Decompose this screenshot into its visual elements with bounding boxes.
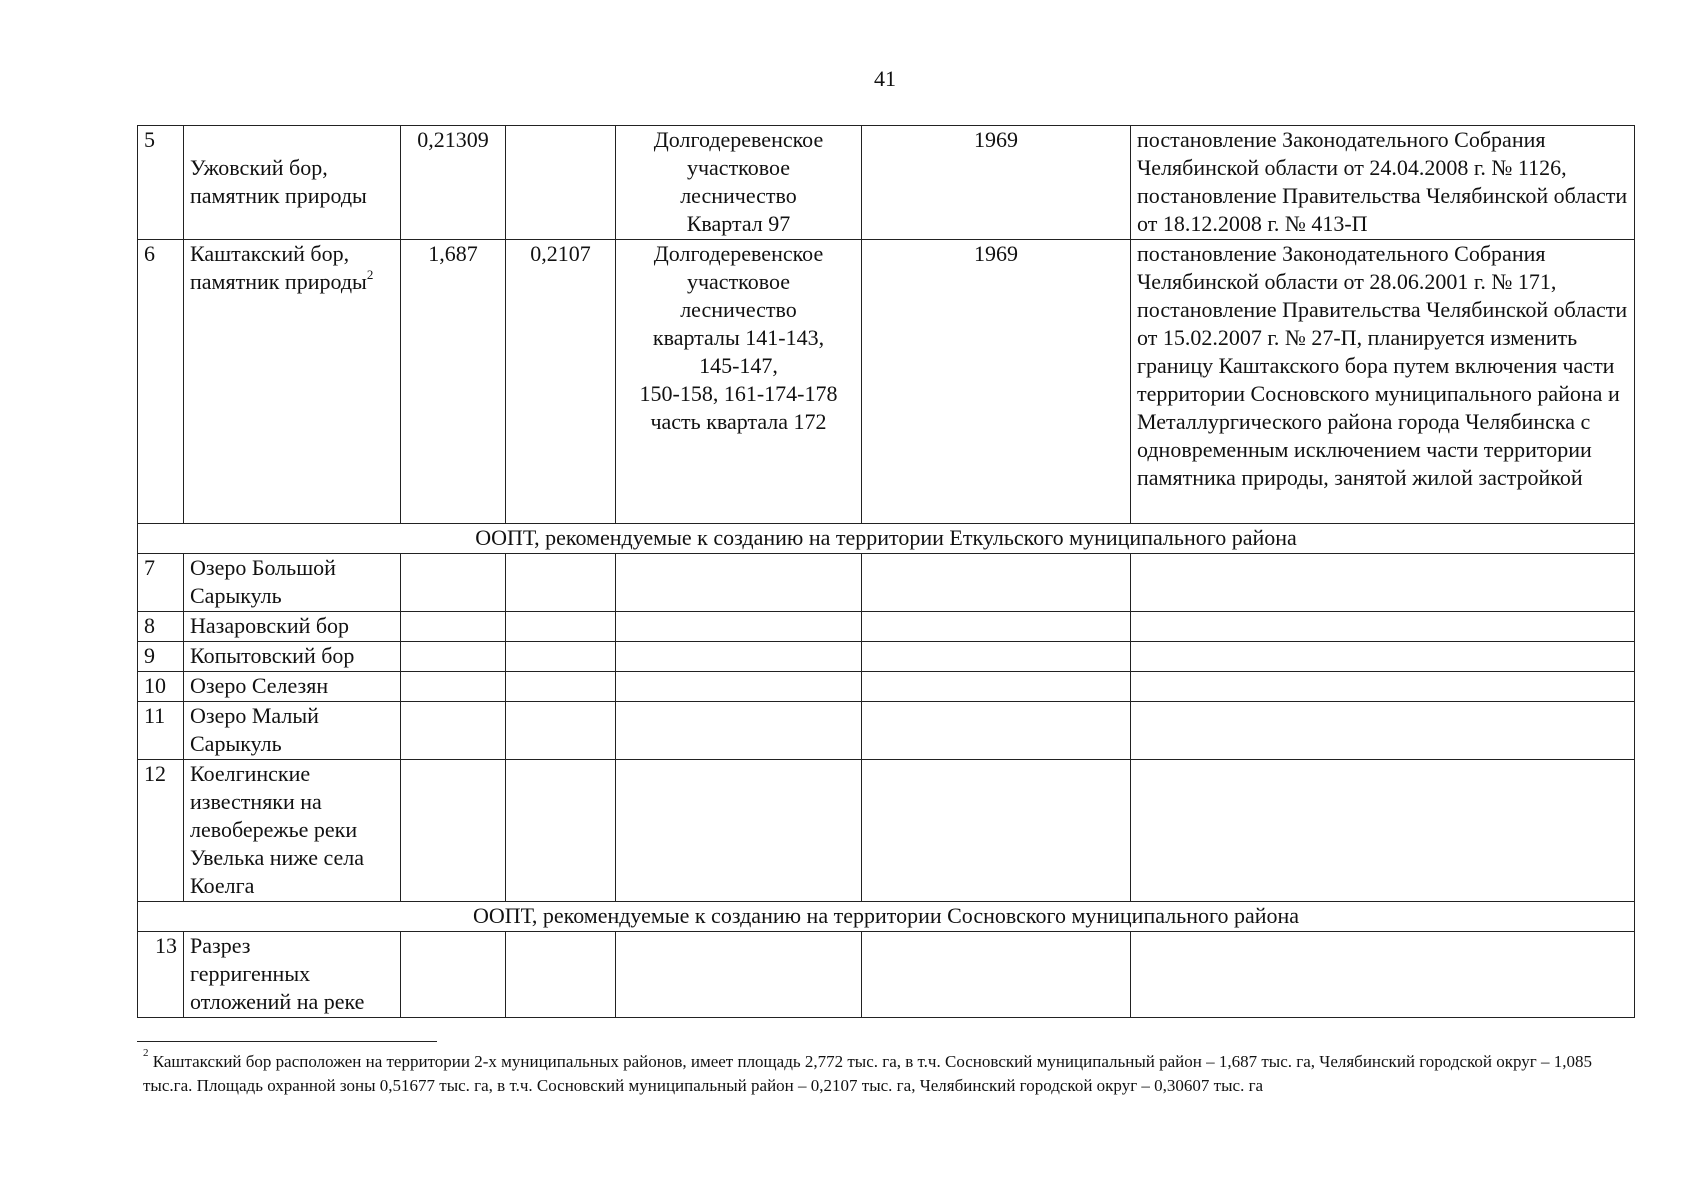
- empty-cell: [616, 702, 862, 760]
- documents-cell: постановление Законодательного Собрания Челябинской области от 24.04.2008 г. № 1126, постановление Правительства Челябинской области от 18.12.2008 г. № 413-П: [1131, 126, 1635, 240]
- empty-cell: [616, 642, 862, 672]
- section-title-sosnov: ООПТ, рекомендуемые к созданию на территории Сосновского муниципального района: [138, 902, 1635, 932]
- empty-cell: [1131, 672, 1635, 702]
- empty-cell: [401, 672, 506, 702]
- row-number: 7: [138, 554, 184, 612]
- table-row: [138, 672, 1635, 702]
- protected-areas-table: [137, 125, 1635, 1018]
- row-number: 10: [138, 672, 184, 702]
- row-number: 12: [138, 760, 184, 902]
- empty-cell: [1131, 932, 1635, 1018]
- empty-cell: [506, 702, 616, 760]
- empty-cell: [616, 672, 862, 702]
- object-name: Назаровский бор: [184, 612, 401, 642]
- empty-cell: [862, 760, 1131, 902]
- empty-cell: [506, 672, 616, 702]
- location-cell: Долгодеревенское участковое лесничество Квартал 97: [616, 126, 862, 240]
- buffer-area-value: [506, 126, 616, 240]
- empty-cell: [401, 642, 506, 672]
- year-cell: 1969: [862, 126, 1131, 240]
- empty-cell: [616, 760, 862, 902]
- documents-cell: постановление Законодательного Собрания Челябинской области от 28.06.2001 г. № 171, постановление Правительства Челябинской области от 15.02.2007 г. № 27-П, планируется изменить границу Каштакского бора путем включения части территории Сосновского муниципального района и Металлургического района города Челябинска с одновременным исключением части территории памятника природы, занятой жилой застройкой: [1131, 240, 1635, 524]
- empty-cell: [506, 760, 616, 902]
- section-header-row: [138, 902, 1635, 932]
- object-name: Каштакский бор, памятник природы: [190, 241, 367, 294]
- table-row: [138, 642, 1635, 672]
- row-number: 5: [138, 126, 184, 240]
- empty-cell: [506, 554, 616, 612]
- object-name: Разрез герригенных отложений на реке: [184, 932, 401, 1018]
- table-row: [138, 760, 1635, 902]
- object-name: Озеро Большой Сарыкуль: [184, 554, 401, 612]
- empty-cell: [401, 554, 506, 612]
- empty-cell: [862, 612, 1131, 642]
- table-row: [138, 240, 1635, 524]
- table-row: [138, 126, 1635, 240]
- footnote-separator: [137, 1041, 437, 1042]
- footnote-marker: 2: [366, 266, 374, 282]
- empty-cell: [401, 612, 506, 642]
- row-number: 9: [138, 642, 184, 672]
- area-value: 0,21309: [401, 126, 506, 240]
- table-row: [138, 554, 1635, 612]
- section-title-etkul: ООПТ, рекомендуемые к созданию на территории Еткульского муниципального района: [138, 524, 1635, 554]
- area-value: 1,687: [401, 240, 506, 524]
- row-number: 11: [138, 702, 184, 760]
- empty-cell: [506, 612, 616, 642]
- row-number: 6: [138, 240, 184, 524]
- empty-cell: [1131, 554, 1635, 612]
- empty-cell: [401, 932, 506, 1018]
- empty-cell: [1131, 760, 1635, 902]
- location-cell: Долгодеревенское участковое лесничество кварталы 141-143, 145-147, 150-158, 161-174-178 часть квартала 172: [616, 240, 862, 524]
- year-cell: 1969: [862, 240, 1131, 524]
- object-name: Озеро Селезян: [184, 672, 401, 702]
- table-row: [138, 702, 1635, 760]
- table-row: [138, 932, 1635, 1018]
- empty-cell: [506, 642, 616, 672]
- page-number: 41: [874, 66, 896, 91]
- empty-cell: [1131, 642, 1635, 672]
- empty-cell: [401, 760, 506, 902]
- empty-cell: [401, 702, 506, 760]
- empty-cell: [616, 554, 862, 612]
- object-name: Озеро Малый Сарыкуль: [184, 702, 401, 760]
- empty-cell: [616, 612, 862, 642]
- empty-cell: [616, 932, 862, 1018]
- footnote-marker: 2: [143, 1047, 149, 1060]
- empty-cell: [862, 702, 1131, 760]
- buffer-area-value: 0,2107: [506, 240, 616, 524]
- object-name-cell: [184, 240, 401, 524]
- empty-cell: [862, 672, 1131, 702]
- row-number: 8: [138, 612, 184, 642]
- empty-cell: [862, 932, 1131, 1018]
- empty-cell: [1131, 612, 1635, 642]
- footnote-text: Каштакский бор расположен на территории 2-х муниципальных районов, имеет площадь 2,772 тыс. га, в т.ч. Сосновский муниципальный район – 1,687 тыс. га, Челябинский городской округ – 1,085 тыс.га. Площадь охранной зоны 0,51677 тыс. га, в т.ч. Сосновский муниципальный район – 0,2107 тыс. га, Челябинский городской округ – 0,30607 тыс. га: [143, 1052, 1593, 1095]
- footnote: [143, 1047, 1623, 1098]
- object-name: Копытовский бор: [184, 642, 401, 672]
- empty-cell: [506, 932, 616, 1018]
- table-row: [138, 612, 1635, 642]
- row-number: 13: [138, 932, 184, 1018]
- empty-cell: [862, 642, 1131, 672]
- object-name: Ужовский бор, памятник природы: [184, 126, 401, 240]
- object-name: Коелгинские известняки на левобережье реки Увелька ниже села Коелга: [184, 760, 401, 902]
- empty-cell: [1131, 702, 1635, 760]
- section-header-row: [138, 524, 1635, 554]
- empty-cell: [862, 554, 1131, 612]
